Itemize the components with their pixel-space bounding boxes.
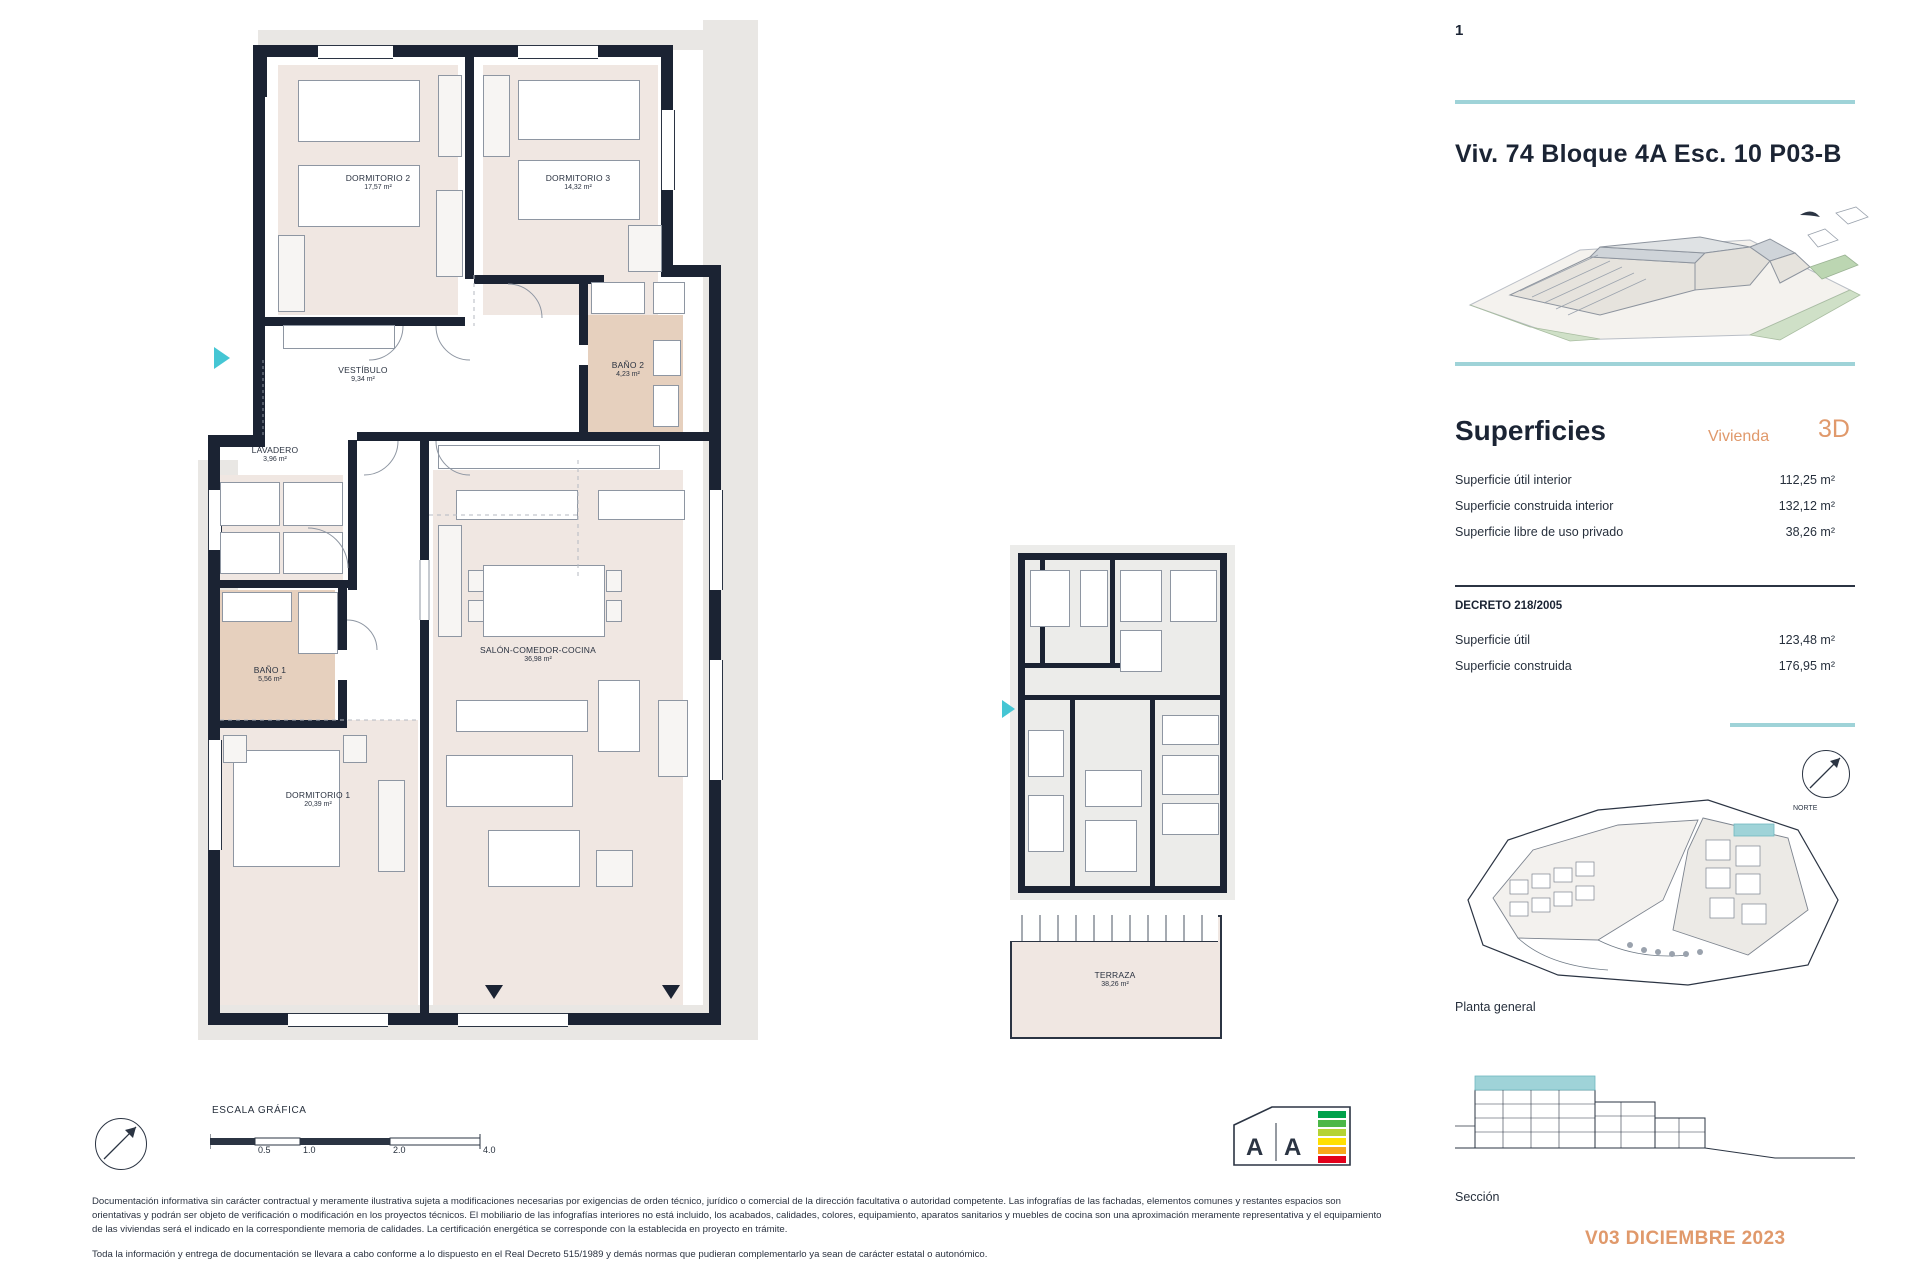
scale-tick-3: 4.0 xyxy=(483,1145,496,1155)
keyplan-entrance-arrow-icon xyxy=(1002,700,1015,718)
scale-tick-1: 1.0 xyxy=(303,1145,316,1155)
building-3d-graphic xyxy=(1450,195,1870,350)
keyplan-furn-11 xyxy=(1085,770,1142,807)
site-plan-view xyxy=(1448,780,1868,995)
keyplan-furn-2 xyxy=(1080,570,1108,627)
scale-bar xyxy=(90,1105,510,1175)
svg-text:NORTE: NORTE xyxy=(1793,805,1818,812)
furniture-bed-dorm2-a xyxy=(298,80,420,142)
furniture-side-dorm2 xyxy=(438,75,462,157)
keyplan-furn-12 xyxy=(1085,820,1137,872)
wall-salon-left-a xyxy=(420,440,429,560)
keyplan-wall-i2 xyxy=(1110,560,1115,665)
furniture-washer-1 xyxy=(220,482,280,526)
scale-tick-0: 0.5 xyxy=(258,1145,271,1155)
window-dorm2 xyxy=(318,45,393,59)
info-panel xyxy=(1430,0,1920,1280)
furniture-nightstand-dorm1-a xyxy=(223,735,247,763)
wall-stub-1 xyxy=(258,57,267,97)
furniture-dryer-2 xyxy=(283,532,343,574)
site-plan-graphic xyxy=(1448,780,1868,995)
furniture-sink-bano1 xyxy=(298,592,338,654)
legal-paragraph-1: Documentación informativa sin carácter contractual y meramente ilustrativa sujeta a modificaciones necesarias por exigencias de orden técnico, jurídico o comercial de la dirección facultativa o autoridad competente. Las infografías de las fachadas, elementos comunes y restantes espacios son orientativas y podrán ser objeto de verificación o modificación en los proyectos técnicos. El mobiliario de las infografías interiores no está incluido, los acabados, calidades, colores, equipamiento, aparatos sanitarios y muebles de cocina son una aproximación meramente representativa y el equipamiento de las viviendas será el indicado en la correspondiente memoria de calidades. La certificación energética se corresponde con la establecida en proyecto en trámite. xyxy=(92,1196,1382,1235)
legal-paragraph-2: Toda la información y entrega de documentación se llevara a cabo conforme a lo dispuesto en el Real Decreto 515/1989 y demás normas que pudieran complementarlo ya sean de carácter estatal o autonómico. xyxy=(92,1248,988,1260)
section-graphic xyxy=(1455,1040,1855,1170)
section-view xyxy=(1455,1040,1855,1170)
wall-hall-bottom xyxy=(357,432,587,441)
window-dorm1-bottom xyxy=(288,1013,388,1027)
direction-arrow-bottom-b xyxy=(662,985,680,999)
keyplan-furn-6 xyxy=(1028,730,1064,777)
legal-disclaimer xyxy=(92,1195,1382,1273)
furniture-closet-dorm2-b xyxy=(436,190,463,277)
wall-outer-right xyxy=(709,265,721,1025)
keyplan-wall-right xyxy=(1220,553,1227,893)
keyplan-wall-i4 xyxy=(1025,695,1227,700)
room-fill-salon xyxy=(433,470,683,1005)
wall-bano2-left-a xyxy=(579,275,588,345)
furniture-chair-1 xyxy=(468,570,484,592)
furniture-dryer-1 xyxy=(220,532,280,574)
compass-needle-icon xyxy=(95,1118,145,1168)
furniture-wardrobe-dorm3 xyxy=(483,75,510,157)
furniture-sideboard xyxy=(456,700,588,732)
room-label-terraza: TERRAZA 38,26 m² xyxy=(1094,970,1136,988)
furniture-bidet-bano2 xyxy=(653,385,679,427)
keyplan-furn-10 xyxy=(1162,803,1219,835)
furniture-wardrobe-dorm2 xyxy=(278,235,305,312)
furniture-closet-dorm2 xyxy=(283,325,395,349)
scale-graphic xyxy=(210,1130,510,1156)
wall-bano2-bottom xyxy=(579,432,709,441)
wall-bano1-right-b xyxy=(338,680,347,725)
surface-row-0-value: 112,25 m² xyxy=(1779,473,1835,487)
keyplan-wall-top xyxy=(1018,553,1227,560)
version-label: V03 DICIEMBRE 2023 xyxy=(1585,1228,1786,1249)
building-3d-view xyxy=(1450,195,1870,350)
furniture-washer-2 xyxy=(283,482,343,526)
divider-decree xyxy=(1455,585,1855,587)
room-label-bano-2: BAÑO 2 4,23 m² xyxy=(611,360,645,378)
furniture-kitchen-counter-right xyxy=(598,490,685,520)
keyplan-wall-i3 xyxy=(1025,663,1135,668)
window-salon-bottom xyxy=(458,1013,568,1027)
keyplan-furn-3 xyxy=(1120,570,1162,622)
furniture-chair-3 xyxy=(606,570,622,592)
section-caption: Sección xyxy=(1455,1190,1500,1204)
furniture-nightstand-dorm1-b xyxy=(343,735,367,763)
surfaces-heading: Superficies xyxy=(1455,415,1606,446)
furniture-sofa xyxy=(446,755,573,807)
surfaces-vivienda-label: Vivienda xyxy=(1708,428,1770,445)
decree-row-1-value: 176,95 m² xyxy=(1778,659,1835,673)
room-label-lavadero: LAVADERO 3,96 m² xyxy=(251,445,299,463)
keyplan-furn-5 xyxy=(1120,630,1162,672)
svg-text:A: A xyxy=(1246,1134,1264,1161)
site-plan-caption: Planta general xyxy=(1455,1000,1536,1014)
furniture-armchair xyxy=(598,680,640,752)
room-label-salon: SALÓN-COMEDOR-COCINA 36,98 m² xyxy=(480,645,596,663)
furniture-sink-bano2 xyxy=(653,282,685,314)
window-salon-right-2 xyxy=(709,660,723,780)
furniture-shelf-salon xyxy=(658,700,688,777)
furniture-fridge xyxy=(438,525,462,637)
furniture-wardrobe-dorm1 xyxy=(378,780,405,872)
surface-row-1-label: Superficie construida interior xyxy=(1455,499,1614,513)
surface-row-1-value: 132,12 m² xyxy=(1778,499,1835,513)
scale-tick-2: 2.0 xyxy=(393,1145,406,1155)
wall-lavadero-right xyxy=(348,440,357,590)
keyplan-wall-i6 xyxy=(1150,700,1155,890)
key-plan xyxy=(1010,545,1235,1025)
wall-bano1-right-a xyxy=(338,580,347,650)
energy-rating-graphic xyxy=(1232,1105,1352,1167)
window-salon-right xyxy=(709,490,723,590)
window-dorm3 xyxy=(518,45,598,59)
decree-row-0-label: Superficie útil xyxy=(1455,633,1531,647)
divider-site xyxy=(1730,723,1855,727)
furniture-tub-bano1 xyxy=(222,592,292,622)
corner-mark: 1 xyxy=(1455,22,1464,39)
keyplan-furn-7 xyxy=(1028,795,1064,852)
wall-bano1-bottom xyxy=(220,720,347,728)
room-label-vestibulo: VESTÍBULO 9,34 m² xyxy=(338,365,388,383)
decree-title: DECRETO 218/2005 xyxy=(1455,600,1563,612)
keyplan-furn-9 xyxy=(1162,755,1219,795)
entrance-arrow-icon xyxy=(214,347,230,369)
page-title: Viv. 74 Bloque 4A Esc. 10 P03-B xyxy=(1455,140,1842,168)
furniture-dining-table xyxy=(483,565,605,637)
keyplan-furn-8 xyxy=(1162,715,1219,745)
wall-outer-left-upper xyxy=(253,45,265,440)
surface-row-2-value: 38,26 m² xyxy=(1785,525,1835,539)
direction-arrow-bottom-a xyxy=(485,985,503,999)
scale-title: ESCALA GRÁFICA xyxy=(212,1105,307,1116)
surface-row-2-label: Superficie libre de uso privado xyxy=(1455,525,1624,539)
furniture-side-table xyxy=(596,850,633,887)
room-label-dormitorio-1: DORMITORIO 1 20,39 m² xyxy=(285,790,351,808)
furniture-nightstand-dorm3 xyxy=(628,225,662,272)
wall-between-dorm2-dorm3 xyxy=(465,57,474,279)
keyplan-wall-bottom xyxy=(1018,886,1227,893)
plan-geometry xyxy=(198,20,793,1040)
keyplan-furn-4 xyxy=(1170,570,1217,622)
keyplan-furn-1 xyxy=(1030,570,1070,627)
furniture-coffee-table xyxy=(488,830,580,887)
window-dorm1-left xyxy=(208,740,222,850)
energy-rating-label xyxy=(1232,1105,1352,1165)
surfaces-3d-toggle[interactable]: 3D xyxy=(1818,415,1850,443)
room-label-dormitorio-3: DORMITORIO 3 14,32 m² xyxy=(545,173,611,191)
window-dorm3-side xyxy=(661,110,675,190)
wall-outer-top xyxy=(253,45,673,57)
furniture-kitchen-counter-top xyxy=(438,445,660,469)
terrace-railing-hatch xyxy=(1010,915,1218,941)
divider-top xyxy=(1455,100,1855,104)
surface-row-0-label: Superficie útil interior xyxy=(1455,473,1572,487)
furniture-chair-2 xyxy=(468,600,484,622)
wall-lavadero-bottom xyxy=(220,580,348,588)
decree-row-0-value: 123,48 m² xyxy=(1778,633,1835,647)
keyplan-wall-left xyxy=(1018,553,1025,893)
keyplan-wall-i5 xyxy=(1070,700,1075,890)
furniture-shower-bano2 xyxy=(591,282,645,314)
room-label-dormitorio-2: DORMITORIO 2 17,57 m² xyxy=(345,173,411,191)
wall-salon-left-b xyxy=(420,620,429,1015)
furniture-kitchen-counter-left xyxy=(456,490,578,520)
svg-text:A: A xyxy=(1284,1134,1302,1161)
furniture-bed-dorm3-a xyxy=(518,80,640,140)
decree-row-1-label: Superficie construida xyxy=(1455,659,1572,673)
furniture-chair-4 xyxy=(606,600,622,622)
room-label-bano-1: BAÑO 1 5,56 m² xyxy=(253,665,287,683)
wall-bano2-left-b xyxy=(579,365,588,440)
divider-surfaces xyxy=(1455,362,1855,366)
